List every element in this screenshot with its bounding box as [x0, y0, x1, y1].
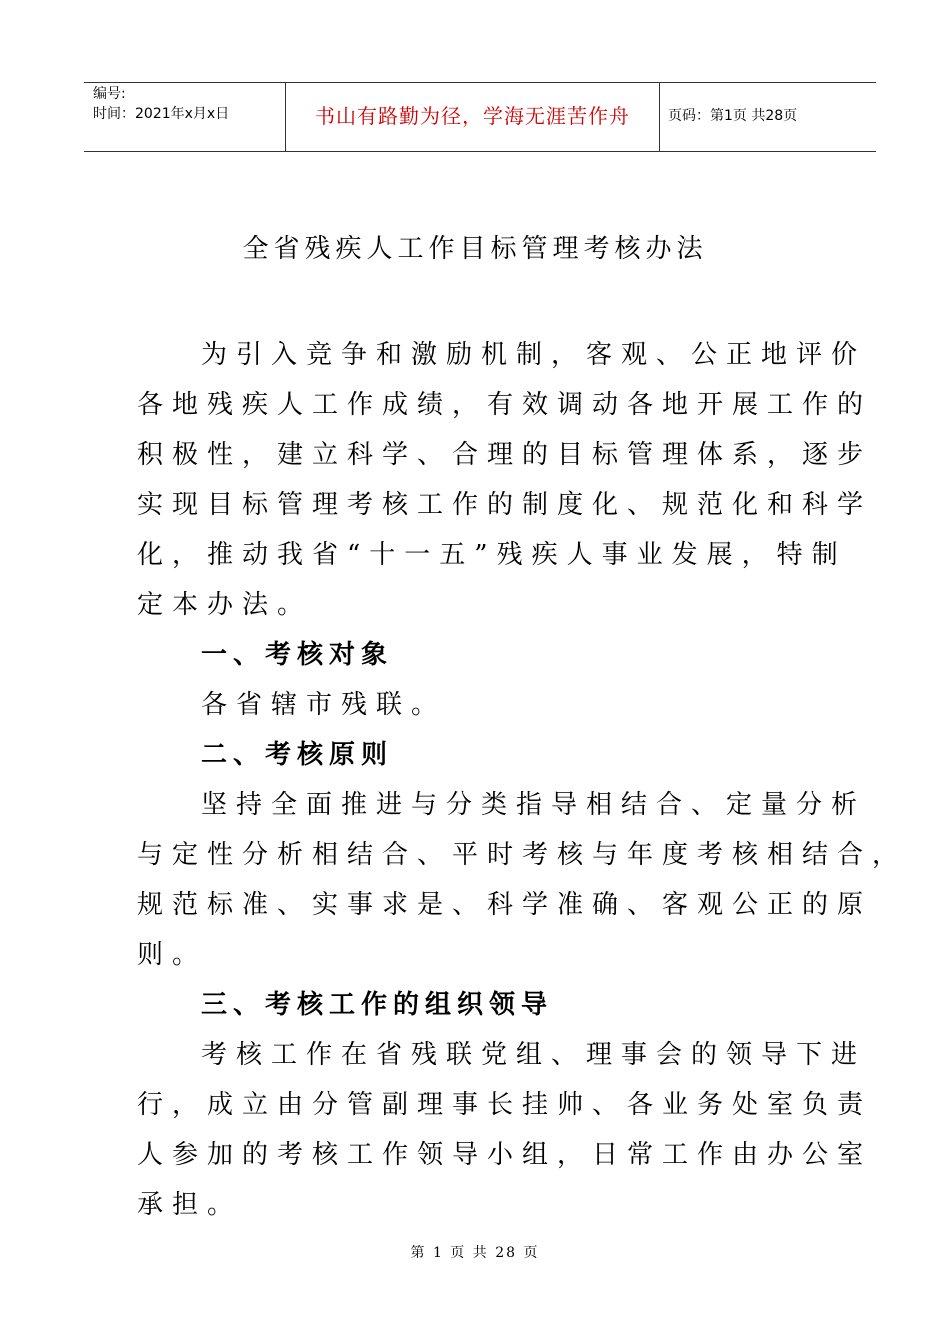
section-heading: 一、考核对象	[201, 640, 394, 670]
body-text-line: 为引入竞争和激励机制，客观、公正地评价	[201, 340, 867, 370]
header-meta-cell	[84, 83, 285, 151]
body-text-line: 实现目标管理考核工作的制度化、规范化和科学	[137, 490, 873, 520]
header-page-cell	[659, 83, 876, 151]
body-text-line: 与定性分析相结合、平时考核与年度考核相结合，	[137, 840, 908, 870]
document-title: 全省残疾人工作目标管理考核办法	[242, 234, 708, 264]
body-text-line: 化，推动我省“十一五”残疾人事业发展，特制	[137, 540, 847, 570]
document-header	[84, 82, 876, 152]
section-heading: 二、考核原则	[201, 740, 394, 770]
body-text-line: 规范标准、实事求是、科学准确、客观公正的原	[137, 890, 873, 920]
body-text-line: 承担。	[137, 1190, 243, 1220]
body-text-line: 坚持全面推进与分类指导相结合、定量分析	[201, 790, 867, 820]
body-text-line: 积极性，建立科学、合理的目标管理体系，逐步	[137, 440, 873, 470]
header-page-info: 页码：第1页 共28页	[668, 108, 798, 124]
section-heading: 三、考核工作的组织领导	[201, 990, 554, 1020]
header-motto: 书山有路勤为径，学海无涯苦作舟	[315, 104, 630, 128]
header-motto-cell	[285, 83, 660, 151]
document-body	[137, 330, 908, 1230]
page-footer: 第 1 页 共 28 页	[410, 1245, 540, 1261]
document-number-label: 编号:	[93, 86, 126, 102]
body-text-line: 则。	[137, 940, 208, 970]
body-text-line: 人参加的考核工作领导小组，日常工作由办公室	[137, 1140, 873, 1170]
body-text-line: 各省辖市残联。	[201, 690, 447, 720]
document-time-label: 时间：2021年x月x日	[93, 106, 230, 122]
body-text-line: 考核工作在省残联党组、理事会的领导下进	[201, 1040, 867, 1070]
body-text-line: 行，成立由分管副理事长挂帅、各业务处室负责	[137, 1090, 873, 1120]
body-text-line: 各地残疾人工作成绩，有效调动各地开展工作的	[137, 390, 873, 420]
body-text-line: 定本办法。	[137, 590, 313, 620]
